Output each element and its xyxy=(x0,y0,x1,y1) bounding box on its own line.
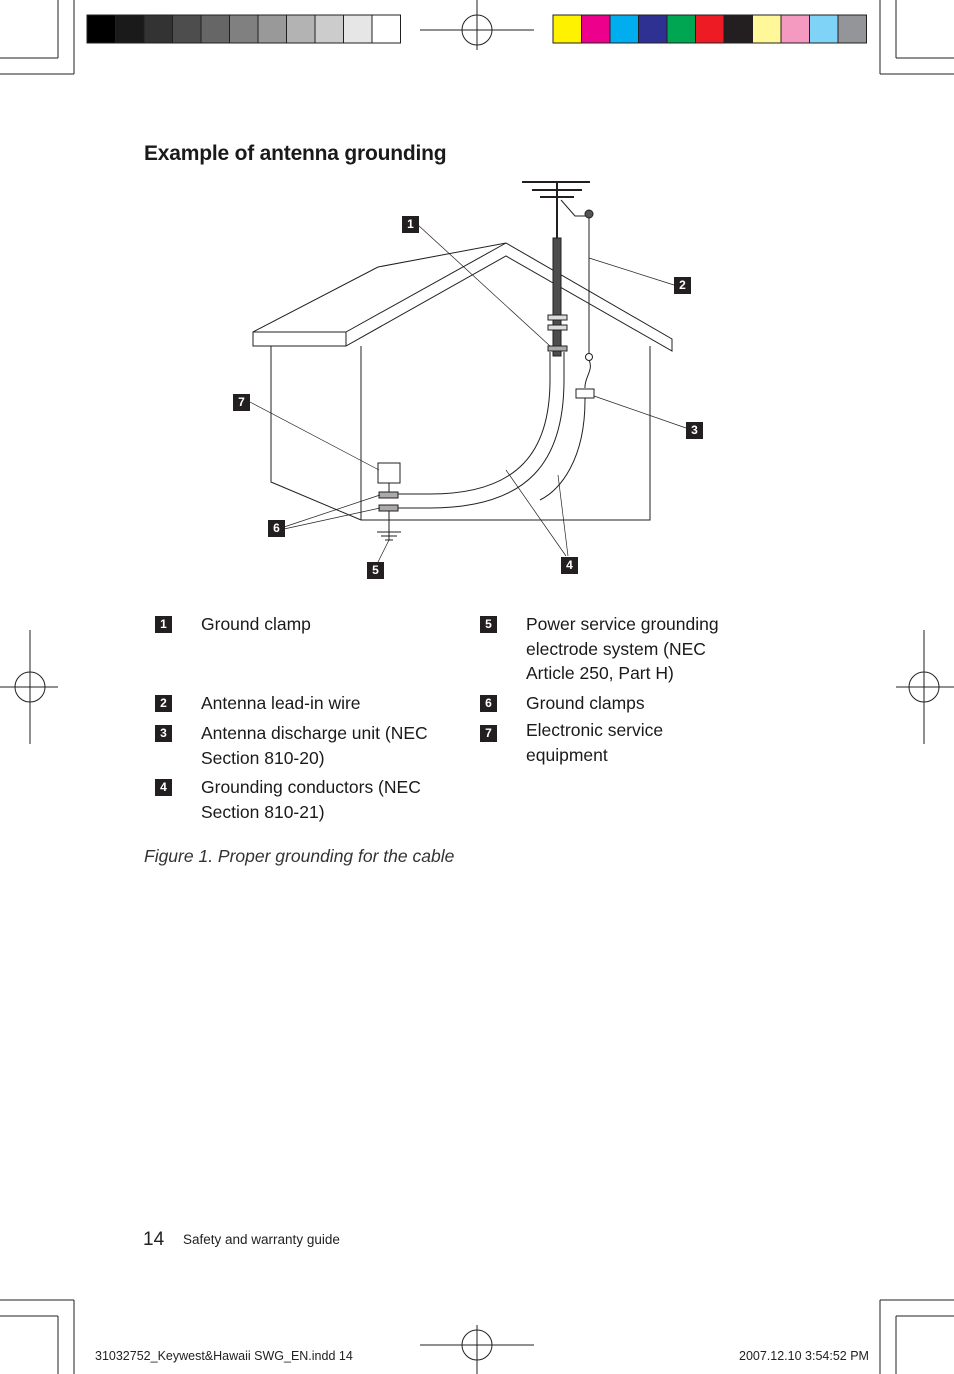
legend-text-1: Ground clamp xyxy=(201,614,311,634)
gray-swatch xyxy=(258,15,287,43)
legend-text-6: Ground clamps xyxy=(526,693,645,713)
gray-swatch xyxy=(173,15,202,43)
gray-swatch xyxy=(315,15,344,43)
lead-in-wire-top xyxy=(585,210,593,218)
slug-timestamp: 2007.12.10 3:54:52 PM xyxy=(739,1349,869,1363)
gray-swatch xyxy=(230,15,259,43)
callout-4: 4 xyxy=(561,557,578,574)
ground-clamp-lower xyxy=(379,505,398,511)
callout-7: 7 xyxy=(233,394,250,411)
legend-text-4: Grounding conductors (NEC Section 810-21) xyxy=(201,777,421,822)
process-color-swatch xyxy=(838,15,867,43)
process-color-swatch xyxy=(667,15,696,43)
gray-swatch xyxy=(344,15,373,43)
gray-swatch xyxy=(287,15,316,43)
gray-swatch xyxy=(372,15,401,43)
ground-clamp-upper xyxy=(379,492,398,498)
process-color-swatch xyxy=(639,15,668,43)
gray-swatch xyxy=(144,15,173,43)
gray-swatch xyxy=(116,15,145,43)
grayscale-color-bar xyxy=(87,15,401,43)
legend-badge-5: 5 xyxy=(480,616,497,633)
house-wall-outline xyxy=(271,346,650,520)
callout-1: 1 xyxy=(402,216,419,233)
legend-badge-2: 2 xyxy=(155,695,172,712)
legend-badge-6: 6 xyxy=(480,695,497,712)
ground-clamp xyxy=(548,346,567,351)
process-color-swatch xyxy=(582,15,611,43)
slug-file-name: 31032752_Keywest&Hawaii SWG_EN.indd 14 xyxy=(95,1349,353,1363)
antenna-mast xyxy=(553,238,561,356)
page-title: Example of antenna grounding xyxy=(144,142,447,165)
callout-5: 5 xyxy=(367,562,384,579)
gray-swatch xyxy=(87,15,116,43)
legend-badge-3: 3 xyxy=(155,725,172,742)
legend-text-7: Electronic service equipment xyxy=(526,720,664,765)
process-color-swatch xyxy=(781,15,810,43)
process-color-swatch xyxy=(753,15,782,43)
process-color-swatch xyxy=(696,15,725,43)
antenna-discharge-unit xyxy=(576,389,594,398)
legend-badge-4: 4 xyxy=(155,779,172,796)
figure-caption: Figure 1. Proper grounding for the cable xyxy=(144,846,455,866)
gray-swatch xyxy=(201,15,230,43)
legend-text-3: Antenna discharge unit (NEC Section 810-20) xyxy=(201,723,428,768)
legend-badge-7: 7 xyxy=(480,725,497,742)
callout-6: 6 xyxy=(268,520,285,537)
process-color-bar xyxy=(553,15,867,43)
house-roof xyxy=(253,243,672,351)
process-color-swatch xyxy=(724,15,753,43)
process-color-swatch xyxy=(610,15,639,43)
page-number: 14 xyxy=(143,1229,165,1250)
callout-3: 3 xyxy=(686,422,703,439)
footer-guide-title: Safety and warranty guide xyxy=(183,1232,340,1247)
legend-text-5: Power service grounding electrode system (NEC Article 250, Part H) xyxy=(526,614,719,683)
legend-text-2: Antenna lead-in wire xyxy=(201,693,361,713)
legend-badge-1: 1 xyxy=(155,616,172,633)
process-color-swatch xyxy=(810,15,839,43)
process-color-swatch xyxy=(553,15,582,43)
antenna-grounding-diagram xyxy=(250,182,686,562)
electronic-service-equipment xyxy=(378,463,400,483)
callout-2: 2 xyxy=(674,277,691,294)
